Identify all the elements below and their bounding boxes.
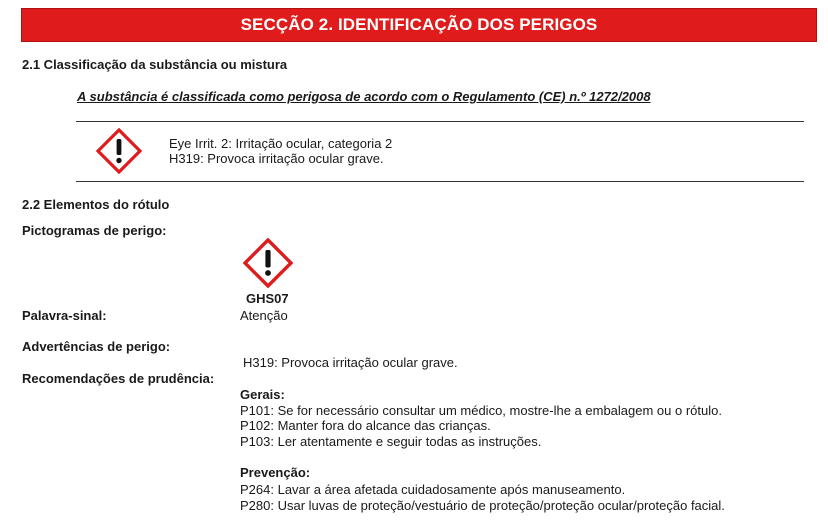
classification-statement: A substância é classificada como perigosa de acordo com o Regulamento (CE) n.º 1272/2008: [77, 89, 651, 104]
classification-hazard-line: H319: Provoca irritação ocular grave.: [169, 151, 384, 166]
ghs-exclamation-mark-icon: [243, 238, 293, 288]
classification-top-divider: [76, 121, 804, 122]
precaution-item: P280: Usar luvas de proteção/vestuário de proteção/proteção ocular/proteção facial.: [240, 498, 725, 513]
ghs-exclamation-mark-icon: [96, 128, 142, 174]
precaution-item: P264: Lavar a área afetada cuidadosamente após manuseamento.: [240, 482, 626, 497]
precaution-group-title: Gerais:: [240, 387, 285, 402]
precautionary-label: Recomendações de prudência:: [22, 371, 215, 386]
classification-heading: 2.1 Classificação da substância ou mistura: [22, 57, 288, 72]
hazard-statement: H319: Provoca irritação ocular grave.: [243, 355, 458, 370]
classification-bottom-divider: [76, 181, 804, 182]
pictograms-label: Pictogramas de perigo:: [22, 223, 167, 238]
section-title: SECÇÃO 2. IDENTIFICAÇÃO DOS PERIGOS: [240, 15, 598, 34]
signal-word-value: Atenção: [240, 308, 288, 323]
section-header-bar: [21, 8, 817, 42]
precaution-group-title: Prevenção:: [240, 465, 311, 480]
precaution-item: P103: Ler atentamente e seguir todas as instruções.: [240, 434, 542, 449]
hazard-statements-label: Advertências de perigo:: [22, 339, 171, 354]
label-elements-heading: 2.2 Elementos do rótulo: [22, 197, 170, 212]
classification-hazard-line: Eye Irrit. 2: Irritação ocular, categoria 2: [169, 136, 393, 151]
precaution-item: P102: Manter fora do alcance das crianças.: [240, 418, 491, 433]
precaution-item: P101: Se for necessário consultar um médico, mostre-lhe a embalagem ou o rótulo.: [240, 403, 722, 418]
pictogram-code: GHS07: [246, 291, 289, 306]
signal-word-label: Palavra-sinal:: [22, 308, 107, 323]
